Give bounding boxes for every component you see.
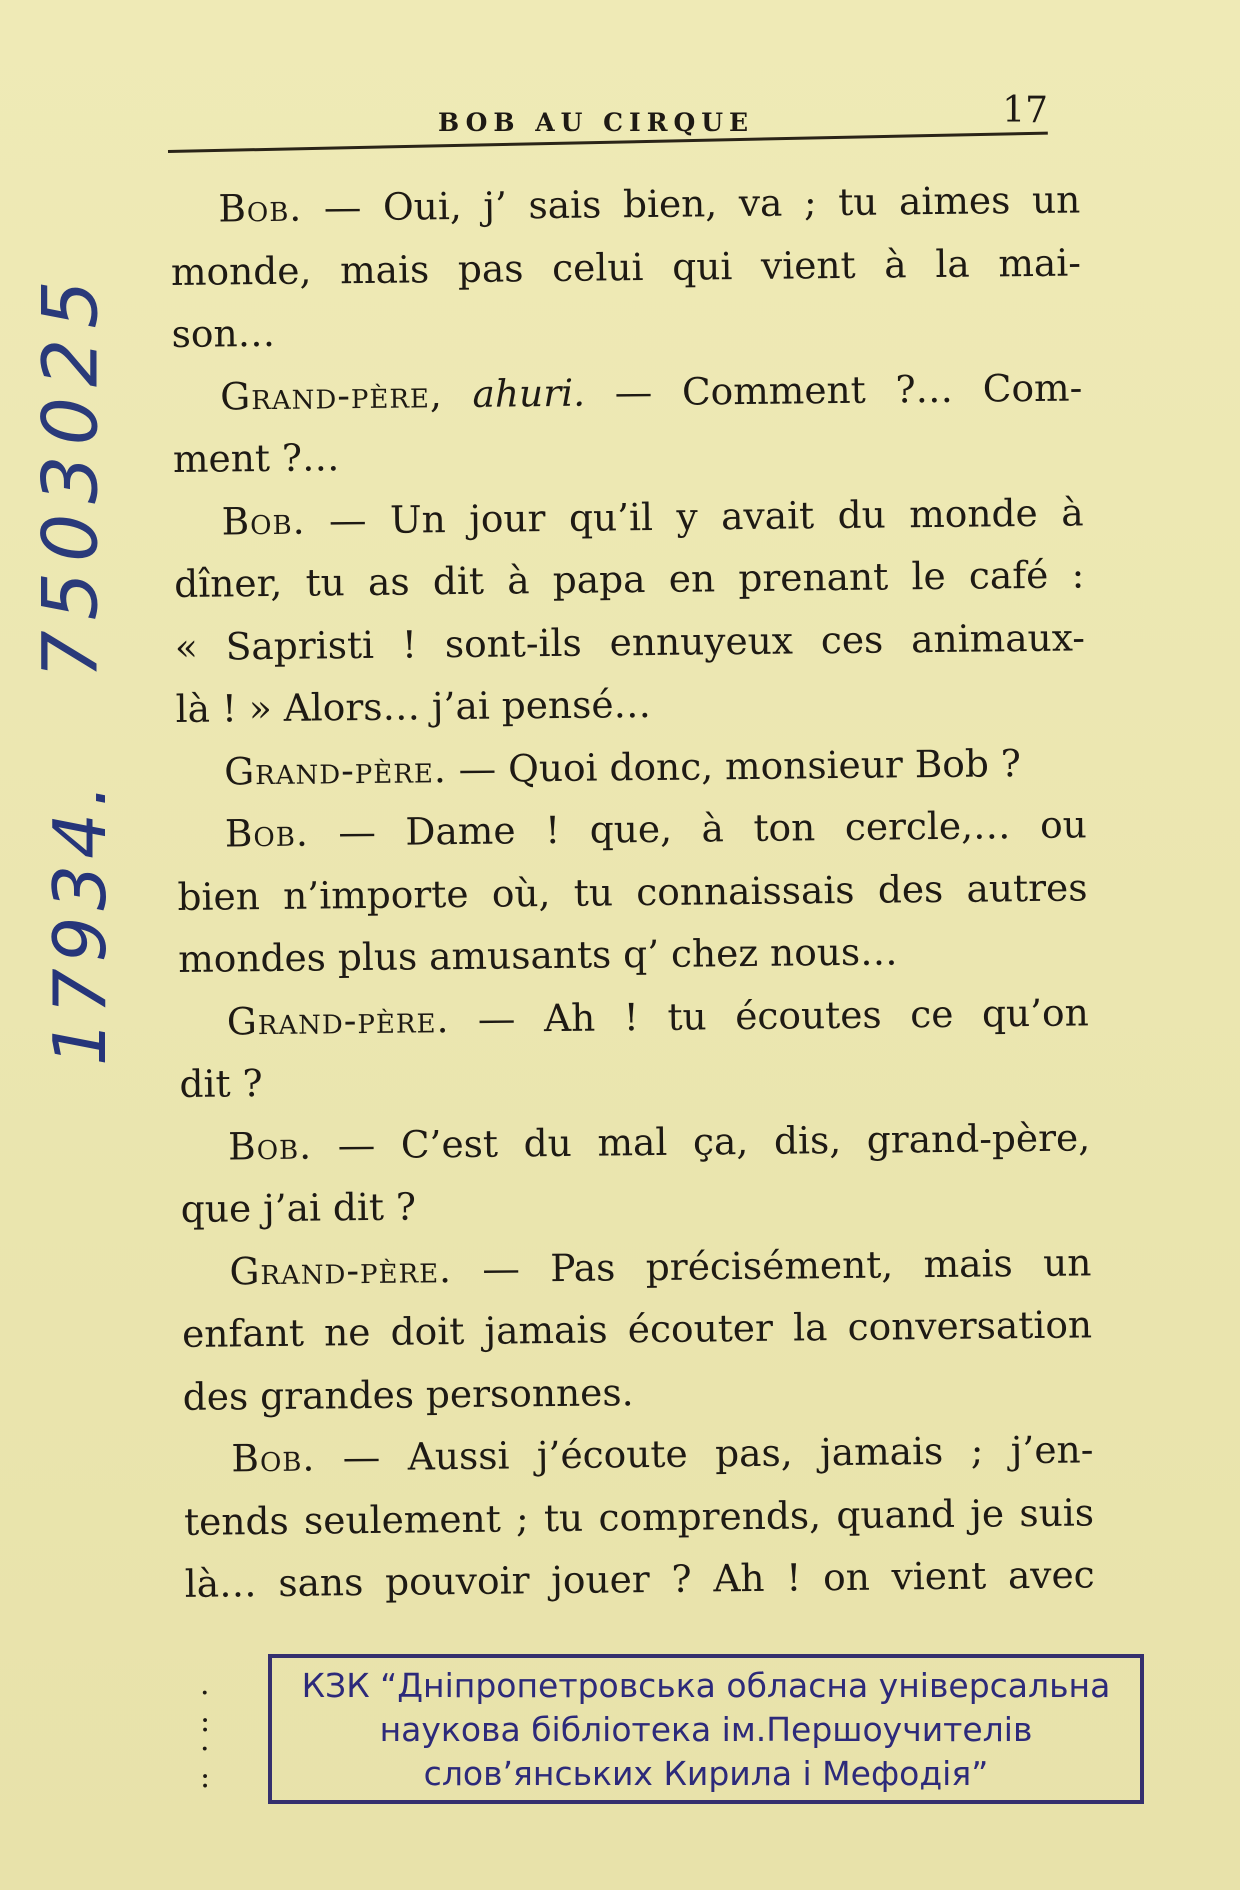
text-line xyxy=(181,1231,1092,1303)
line-text: que j’ai dit ? xyxy=(180,1184,417,1231)
text-line xyxy=(180,1168,1091,1240)
library-stamp xyxy=(268,1654,1144,1804)
text-line xyxy=(171,231,1082,303)
line-text: son… xyxy=(171,310,276,356)
line-text: dit ? xyxy=(179,1061,263,1106)
text-line xyxy=(177,793,1088,865)
text-line xyxy=(176,731,1087,803)
line-text: — Comment ?… Com- xyxy=(584,364,1083,415)
text-line xyxy=(171,293,1082,365)
text-line xyxy=(175,668,1086,740)
line-text: — Ah ! tu écoutes ce qu’on xyxy=(449,989,1090,1041)
line-text: dîner, tu as dit à papa en prenant le café : xyxy=(174,552,1085,606)
text-line xyxy=(180,1106,1091,1178)
line-text: « Sapristi ! sont-ils ennuyeux ces animaux- xyxy=(174,614,1086,669)
speaker-name: Bob. xyxy=(218,185,303,231)
line-text: bien n’importe où, tu connaissais des autres xyxy=(177,864,1088,919)
stage-direction: ahuri. xyxy=(472,370,586,416)
line-text: — Un jour qu’il y avait du monde à xyxy=(305,489,1084,543)
text-line xyxy=(182,1293,1093,1365)
text-line xyxy=(174,543,1085,615)
page-number: 17 xyxy=(1002,90,1048,131)
text-line xyxy=(184,1481,1095,1553)
speaker-name: Grand-père. xyxy=(229,1246,453,1293)
line-text: là ! » Alors… j’ai pensé… xyxy=(175,681,652,731)
line-text: — Aussi j’écoute pas, jamais ; j’en- xyxy=(315,1427,1094,1480)
speaker-name: Grand-père. xyxy=(223,746,447,793)
text-line xyxy=(175,606,1086,678)
line-text: mondes plus amusants q’ chez nous… xyxy=(177,929,898,981)
line-text: enfant ne doit jamais écouter la conversation xyxy=(181,1302,1093,1356)
text-line xyxy=(184,1543,1095,1615)
handwritten-inventory-number: 7503025 xyxy=(25,270,115,679)
speaker-name: Grand-père. xyxy=(226,996,450,1043)
running-title: BOB AU CIRQUE xyxy=(438,108,755,137)
speaker-name: Grand-père, xyxy=(220,371,444,418)
margin-dots: · : · : xyxy=(200,1676,211,1795)
stamp-line-3: слов’янських Кирила і Мефодія” xyxy=(423,1754,989,1793)
text-line xyxy=(170,168,1081,240)
text-line xyxy=(182,1356,1093,1428)
stamp-line-1: КЗК “Дніпропетровська обласна універсальна xyxy=(301,1666,1111,1705)
speaker-name: Bob. xyxy=(221,498,306,543)
line-text: ment ?… xyxy=(172,435,340,481)
text-line xyxy=(183,1418,1094,1490)
speaker-name: Bob. xyxy=(227,1123,313,1168)
text-line xyxy=(173,418,1084,490)
line-text: — Oui, j’ sais bien, va ; tu aimes un xyxy=(301,177,1081,230)
line-text: monde, mais pas celui qui vient à la mai- xyxy=(170,239,1082,294)
line-text: des grandes personnes. xyxy=(182,1369,634,1419)
line-text: — Dame ! que, à ton cercle,… ou xyxy=(308,802,1088,855)
line-text: — C’est du mal ça, dis, grand-père, xyxy=(311,1114,1091,1168)
line-text: tends seulement ; tu comprends, quand je suis xyxy=(183,1489,1095,1544)
speaker-name: Bob. xyxy=(224,810,309,856)
speaker-name: Bob. xyxy=(231,1435,316,1481)
text-line xyxy=(179,1043,1090,1115)
line-text xyxy=(443,371,473,415)
text-line xyxy=(172,356,1083,428)
line-text: — Pas précisément, mais un xyxy=(451,1239,1092,1291)
stamp-line-2: наукова бібліотека ім.Першоучителів xyxy=(379,1710,1033,1749)
text-line xyxy=(178,918,1089,990)
line-text: là… sans pouvoir jouer ? Ah ! on vient avec xyxy=(184,1552,1095,1606)
handwritten-shelf-number: 17934. xyxy=(38,778,122,1066)
margin-handwriting xyxy=(25,230,140,1130)
text-line xyxy=(177,856,1088,928)
text-line xyxy=(179,981,1090,1053)
text-line xyxy=(173,481,1084,553)
dialogue-text xyxy=(170,168,1095,1615)
line-text: — Quoi donc, monsieur Bob ? xyxy=(446,740,1022,791)
